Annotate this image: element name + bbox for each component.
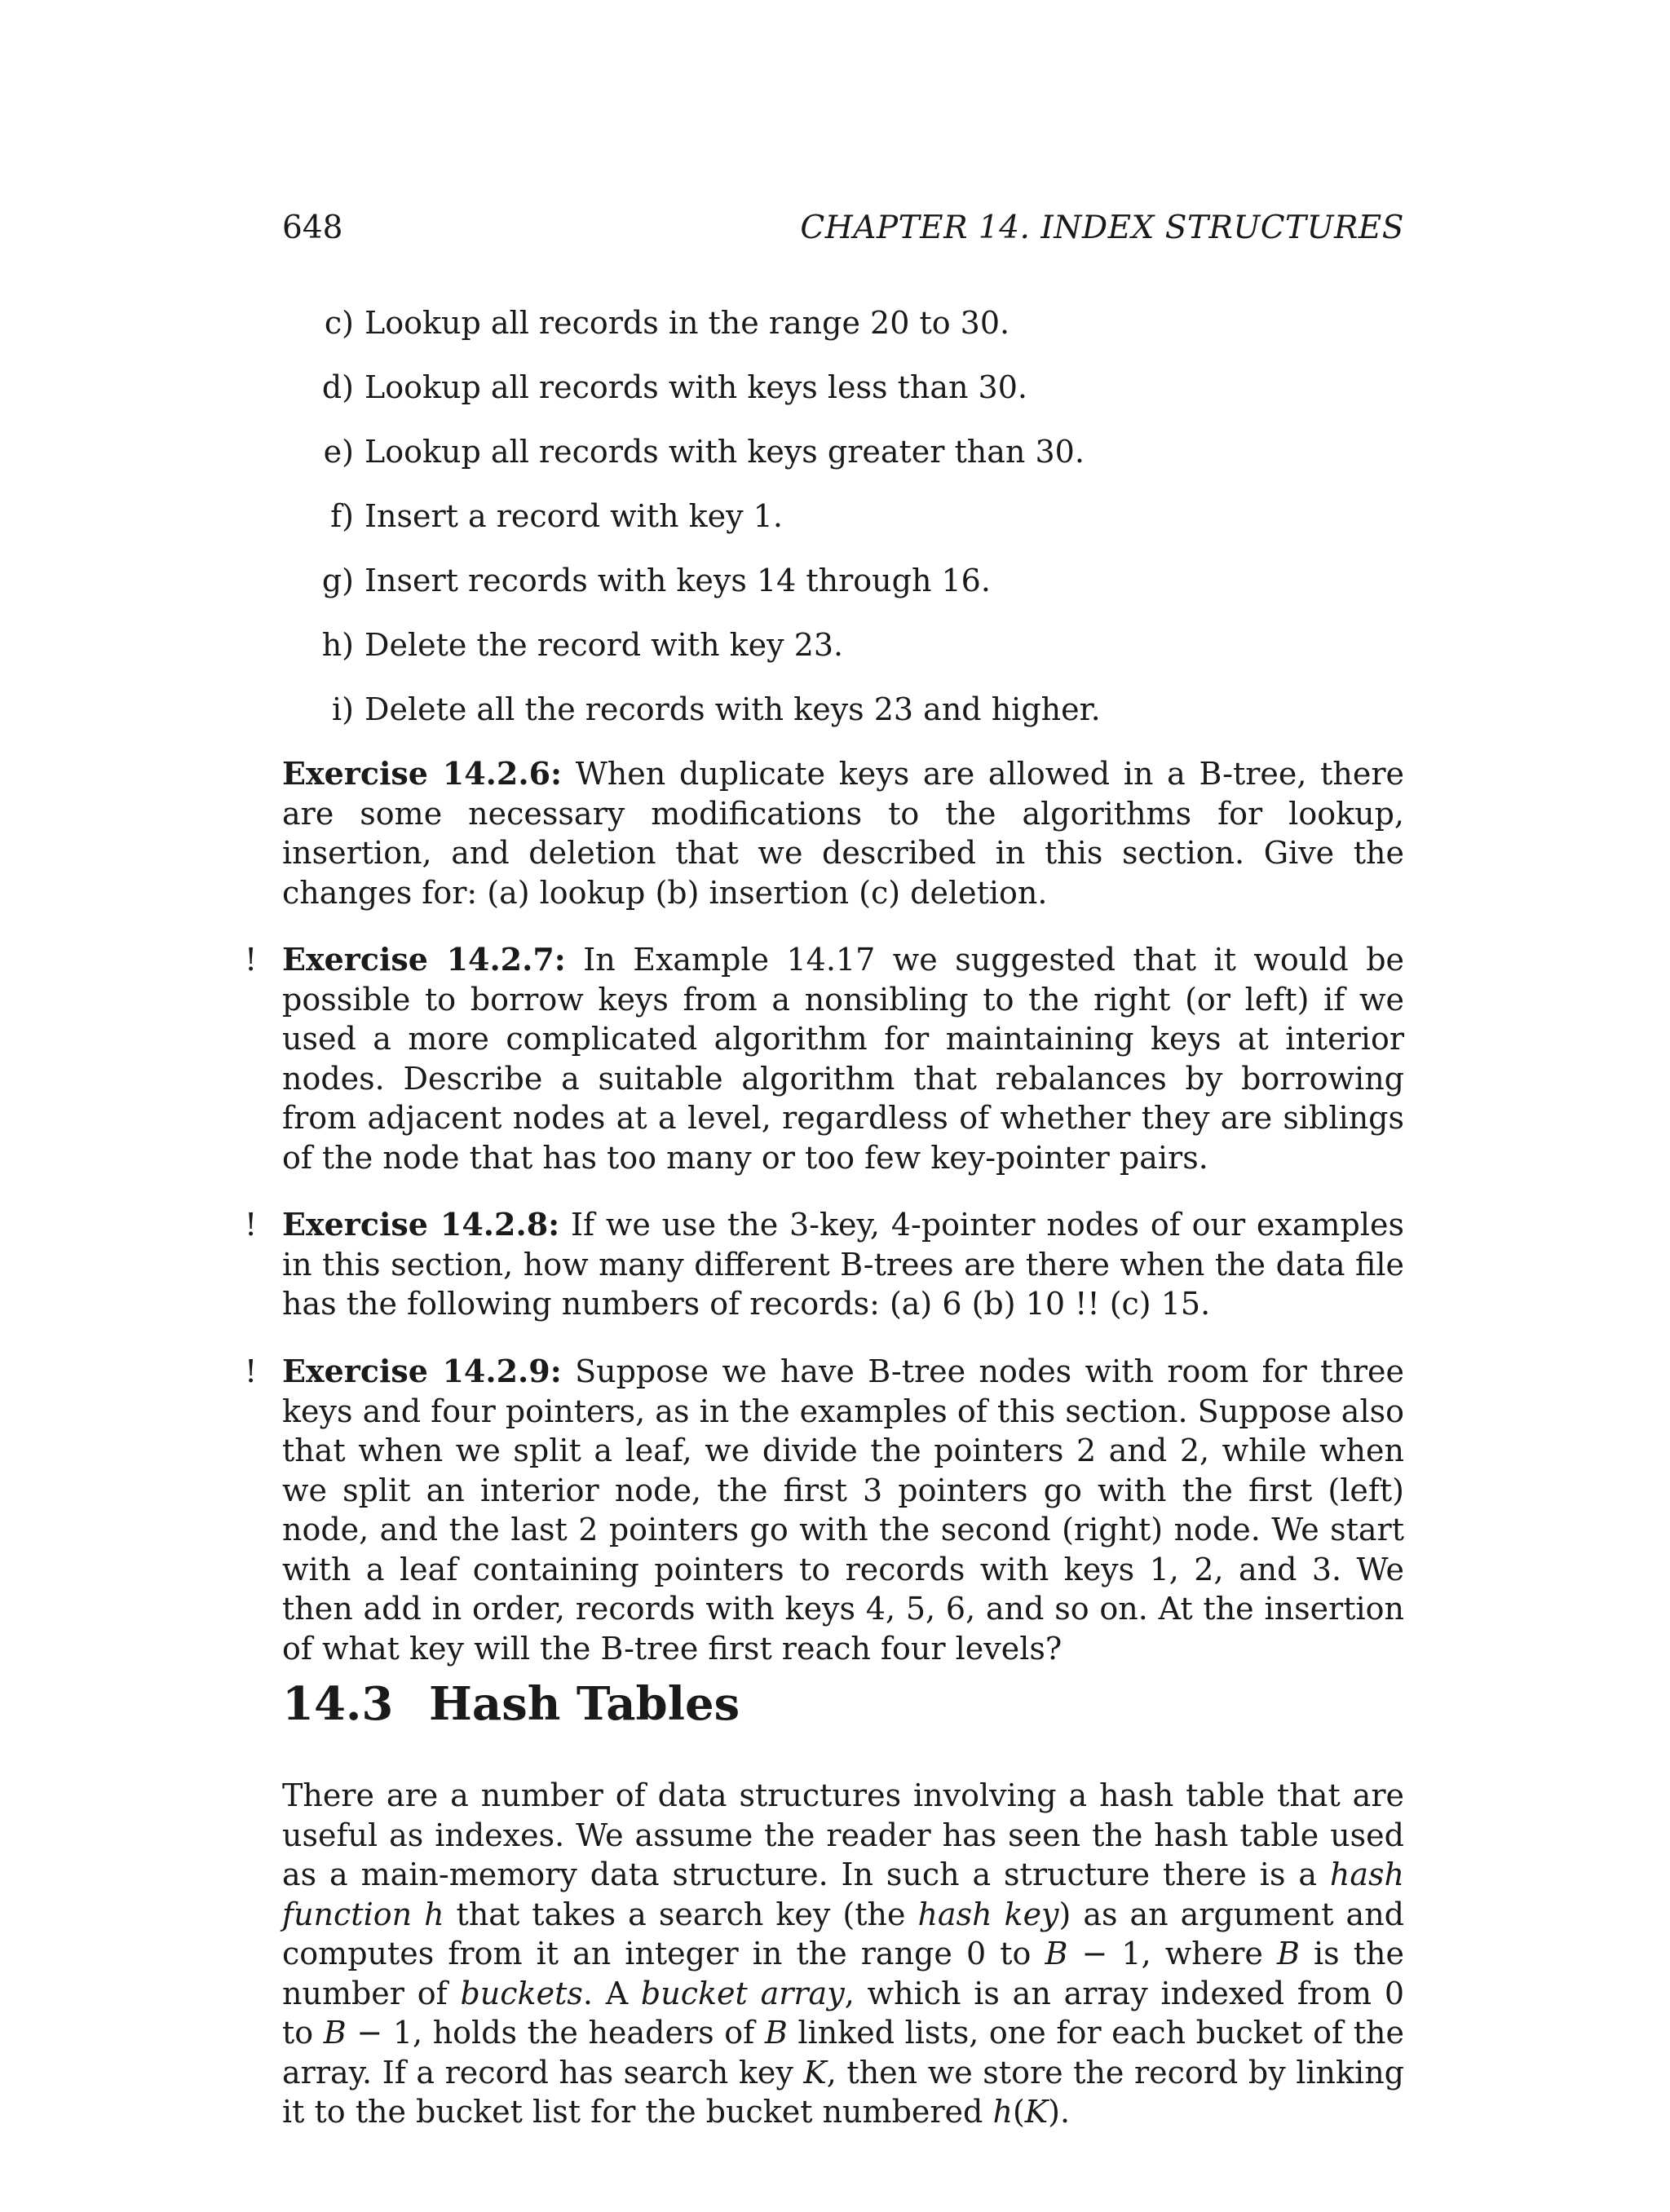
body-text: There are a number of data structures involving a hash table that are useful as indexes. We assume the reader has seen the hash table used as a main-memory data structure. In such a structure there is a (282, 1777, 1404, 1892)
exercise-label: Exercise 14.2.6: (282, 755, 563, 792)
body-text: linked lists, one for each bucket of the array. If a record has search key (282, 2015, 1404, 2091)
math-symbol: h (992, 2094, 1013, 2130)
list-item-text: Delete the record with key 23. (364, 627, 844, 663)
list-item-label: g) (321, 563, 354, 598)
body-term: hash key (917, 1896, 1059, 1932)
body-term: buckets (460, 1975, 583, 2011)
body-text: is the number of (282, 1936, 1404, 2011)
math-symbol: B (1277, 1936, 1300, 1971)
exercise-text: Suppose we have B-tree nodes with room for three keys and four pointers, as in the examples of this section. Suppose also that when we split a leaf, we divide the pointers 2 and 2, while when we split an interior node, the first 3 pointers go with the first (left) node, and the last 2 pointers go with the second (right) node. We start with a leaf containing pointers to records with keys 1, 2, and 3. We then add in order, records with keys 4, 5, 6, and so on. At the insertion of what key will the B-tree first reach four levels? (282, 1353, 1404, 1667)
math-symbol: B (323, 2015, 347, 2051)
exercise-label: Exercise 14.2.8: (282, 1206, 560, 1243)
math-symbol: B (764, 2015, 788, 2051)
list-item-text: Insert records with keys 14 through 16. (364, 563, 991, 598)
body-text: ). (1048, 2094, 1071, 2130)
list-item-label: i) (332, 691, 354, 727)
exercise-subparts-list (282, 302, 1404, 753)
list-item-label: f) (330, 498, 354, 534)
exercise-text: When duplicate keys are allowed in a B-tree, there are some necessary modifications to the algorithms for lookup, insertion, and deletion that we described in this section. Give the changes for: (a) lookup (b) insertion (c) deletion. (282, 756, 1405, 911)
running-title: CHAPTER 14. INDEX STRUCTURES (800, 210, 1404, 246)
list-item (282, 624, 1404, 688)
body-text: ) as an argument and computes from it an integer in the range 0 to (282, 1896, 1404, 1971)
body-text: . A (582, 1975, 641, 2011)
exercise-label: Exercise 14.2.7: (282, 941, 566, 978)
list-item-text: Insert a record with key 1. (364, 498, 783, 534)
list-item (282, 688, 1404, 753)
section-heading (282, 1671, 740, 1737)
list-item-text: Lookup all records in the range 20 to 30. (364, 305, 1010, 341)
list-item (282, 302, 1404, 366)
body-text: , then we store the record by linking it to the bucket list for the bucket numbered (282, 2054, 1405, 2130)
list-item-label: h) (321, 627, 354, 663)
list-item (282, 430, 1404, 495)
exercise-14-2-7 (245, 940, 1405, 1177)
exercise-14-2-9 (245, 1352, 1404, 1668)
body-term: bucket array (640, 1975, 845, 2011)
list-item-text: Lookup all records with keys less than 30. (364, 369, 1027, 405)
page-number: 648 (282, 210, 343, 246)
exercise-14-2-8 (245, 1205, 1405, 1324)
math-symbol: B (1045, 1936, 1068, 1971)
body-text: − 1, where (1067, 1936, 1277, 1971)
math-symbol: K (803, 2054, 827, 2091)
exercise-14-2-6 (282, 754, 1404, 912)
section-number: 14.3 (282, 1677, 394, 1731)
exercise-text: In Example 14.17 we suggested that it would be possible to borrow keys from a nonsibling to the right (or left) if we used a more complicated algorithm for maintaining keys at interior nodes. Describe a suitable algorithm that rebalances by borrowing from adjacent nodes at a level, regardless of whether they are siblings of the node that has too many or too few key-pointer pairs. (282, 942, 1405, 1176)
difficulty-marker: ! (245, 1207, 258, 1243)
page-header (282, 204, 1404, 253)
list-item-label: d) (321, 369, 354, 405)
body-paragraph (282, 1776, 1404, 2132)
difficulty-marker: ! (245, 1353, 258, 1389)
body-text: that takes a search key (the (444, 1896, 918, 1932)
body-term: hash function h (282, 1857, 1404, 1932)
list-item-text: Delete all the records with keys 23 and higher. (364, 691, 1101, 727)
body-text: − 1, holds the headers of (346, 2015, 765, 2051)
list-item-label: e) (323, 434, 354, 470)
math-symbol: K (1024, 2094, 1049, 2130)
difficulty-marker: ! (245, 942, 258, 978)
list-item-text: Lookup all records with keys greater than 30. (364, 434, 1085, 470)
list-item (282, 366, 1404, 430)
list-item (282, 559, 1404, 624)
list-item-label: c) (324, 305, 354, 341)
exercise-text: If we use the 3-key, 4-pointer nodes of our examples in this section, how many different B-trees are there when the data file has the following numbers of records: (a) 6 (b) 10 !! (c) 15. (282, 1207, 1405, 1322)
body-text: ( (1012, 2094, 1025, 2130)
section-title: Hash Tables (429, 1677, 740, 1731)
list-item (282, 495, 1404, 559)
body-text: , which is an array indexed from 0 to (282, 1975, 1405, 2051)
exercise-label: Exercise 14.2.9: (282, 1353, 562, 1389)
